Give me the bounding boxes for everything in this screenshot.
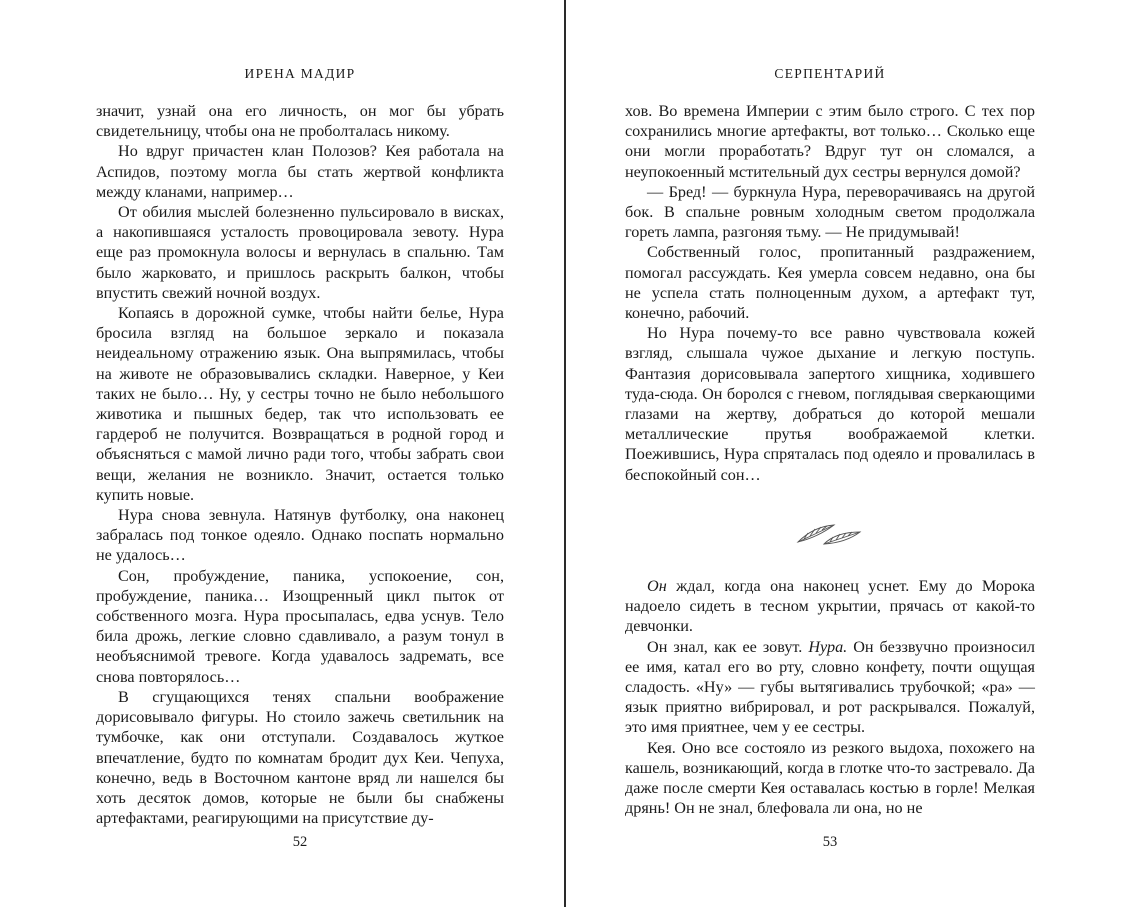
paragraph: От обилия мыслей болезненно пульсировало в висках, а накопившаяся усталость провоцировала зевоту. Нура еще раз промокнула волосы и вернулась в спальню. Там было жарковато, и пришлось раскрыть балкон, чтобы впустить свежий ночной воздух. <box>96 203 504 302</box>
paragraph-text: Он знал, как ее зовут. <box>647 637 809 656</box>
page-number-right: 53 <box>822 834 838 850</box>
book-gutter <box>564 0 566 907</box>
paragraph: Копаясь в дорожной сумке, чтобы найти белье, Нура бросила взгляд на большое зеркало и показала неидеальному отражению язык. Она выпрямилась, чтобы на животе не образовывались складки. Наверное, у Кеи таких не было… Ну, у сестры точно не было небольшого животика и пышных бедер, так что использовать ее гардероб не получится. Возвращаться в родной город и объясняться с мамой лично ради того, чтобы забрать свои вещи, желания не возникло. Значит, остается только купить новые. <box>96 304 504 504</box>
paragraph <box>625 637 1035 738</box>
paragraph-text: Он беззвучно произносил ее имя, катал его во рту, словно конфету, почти ощущая сладость. «Ну» — губы вытягивались трубочкой; «ра» — язык приятно вибрировал, и рот раскрывался. Пожалуй, это имя приятнее, чем у ее сестры. <box>625 637 1035 737</box>
left-page <box>96 0 504 907</box>
paragraph: Но Нура почему-то все равно чувствовала кожей взгляд, слышала чужое дыхание и легкую поступь. Фантазия дорисовывала запертого хищника, ходившего туда-сюда. Он боролся с гневом, поглядывая сверкающими глазами на жертву, добраться до которой мешали металлические прутья воображаемой клетки. Поежившись, Нура спряталась под одеяло и провалилась в беспокойный сон… <box>625 324 1035 484</box>
paragraph: В сгущающихся тенях спальни воображение дорисовывало фигуры. Но стоило зажечь светильник на тумбочке, как они отступали. Создавалось жуткое впечатление, будто по комнатам бродит дух Кеи. Чепуха, конечно, ведь в Восточном кантоне вряд ли нашелся бы хоть десяток домов, которые не были бы снабжены артефактами, реагирующими на присутствие ду- <box>96 687 504 828</box>
paragraph <box>625 576 1035 637</box>
left-page-text <box>96 101 504 828</box>
feather-ornament-icon <box>625 520 1035 548</box>
italic-word: Нура. <box>808 637 848 656</box>
paragraph: Кея. Оно все состояло из резкого выдоха, похожего на кашель, возникающий, когда в глотке что-то застревало. Да даже после смерти Кея оставалась костью в горле! Мелкая дрянь! Он не знал, блефовала ли она, но не <box>625 738 1035 818</box>
paragraph: Но вдруг причастен клан Полозов? Кея работала на Аспидов, поэтому могла бы стать жертвой конфликта между кланами, например… <box>96 142 504 201</box>
running-head-left: ИРЕНА МАДИР <box>244 66 356 81</box>
paragraph: значит, узнай она его личность, он мог бы убрать свидетельницу, чтобы она не проболталась никому. <box>96 102 504 141</box>
right-page-text-after-break <box>625 576 1035 818</box>
paragraph: Собственный голос, пропитанный раздражением, помогал рассуждать. Кея умерла совсем недавно, она бы не успела стать полноценным духом, а артефакт тут, конечно, рабочий. <box>625 243 1035 323</box>
paragraph: — Бред! — буркнула Нура, переворачиваясь на другой бок. В спальне ровным холодным светом продолжала гореть лампа, разгоняя тьму. — Не придумывай! <box>625 182 1035 242</box>
italic-word: Он <box>647 577 667 595</box>
paragraph-text: ждал, когда она наконец уснет. Ему до Морока надоело сидеть в тесном укрытии, прячась от какой-то девчонки. <box>625 577 1035 636</box>
right-page-text <box>625 101 1035 485</box>
paragraph: хов. Во времена Империи с этим было строго. С тех пор сохранились многие артефакты, вот только… Сколько еще они могли проработать? Вдруг тут он сломался, а неупокоенный мстительный дух сестры вернулся домой? <box>625 102 1035 181</box>
right-page <box>625 0 1035 907</box>
page-number-left: 52 <box>292 834 308 850</box>
paragraph: Нура снова зевнула. Натянув футболку, она наконец забралась под тонкое одеяло. Однако поспать нормально не удалось… <box>96 506 504 565</box>
running-head-right: СЕРПЕНТАРИЙ <box>774 66 886 81</box>
paragraph: Сон, пробуждение, паника, успокоение, сон, пробуждение, паника… Изощренный цикл пыток от собственного мозга. Нура просыпалась, едва уснув. Тело била дрожь, легкие словно сдавливало, а разум тонул в необъяснимой тревоге. Когда удавалось задремать, все снова повторялось… <box>96 566 504 686</box>
